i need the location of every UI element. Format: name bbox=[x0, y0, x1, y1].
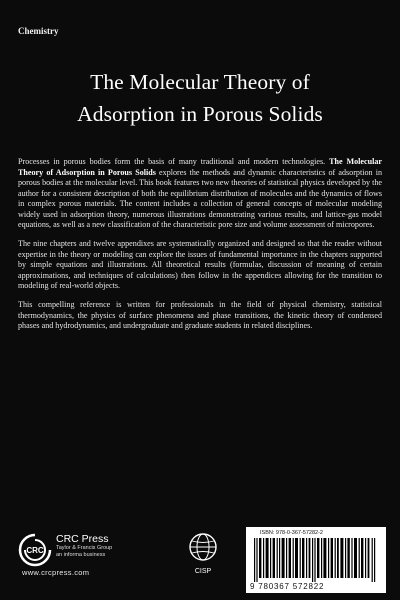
p1-text-start: Processes in porous bodies form the basis of many traditional and modern technologies. bbox=[18, 157, 330, 166]
isbn-text: ISBN: 978-0-367-57282-2 bbox=[260, 530, 323, 536]
description-paragraph-2: The nine chapters and twelve appendixes are systematically organized and designed so that the reader without expertise in the theory or modeling can explore the issues of fundamental importance in the chapters supported by simple equations and illustrations. All theoretical results (formulas, discussion of meaning of certain approximations, and techniques of calculations) then follow in the appendices allowing for the transition to modeling of real-world objects. bbox=[18, 239, 382, 290]
book-title-line-2: Adsorption in Porous Solids bbox=[77, 102, 323, 126]
publisher-block bbox=[18, 533, 112, 567]
p1-text-end: explores the methods and dynamic characteristics of adsorption in porous bodies at the molecular level. This book features two new theories of statistical physics developed by the author for a consistent description of both the equilibrium distribution of molecules and the dynamics of flows in complex porous materials. The content includes a collection of general concepts of molecular modeling widely used in adsorption theory, numerous illustrations demonstrating various results, and lattice-gas model equations, as well as a new classification of the characteristic pore size and volume assessment of micropores. bbox=[18, 167, 382, 229]
crc-logo-icon bbox=[18, 533, 52, 567]
description-paragraph-1 bbox=[18, 157, 382, 231]
barcode-digits: 9 780367 572822 bbox=[250, 582, 325, 591]
description bbox=[18, 157, 382, 340]
publisher-group: Taylor & Francis Group bbox=[56, 545, 113, 551]
description-paragraph-3: This compelling reference is written for professionals in the field of physical chemistry, statistical thermodynamics, the physics of surface phenomena and phase transitions, the kinetic theory of condensed phases and hydrodynamics, and undergraduate and graduate students in related disciplines. bbox=[18, 300, 382, 330]
publisher-text bbox=[56, 533, 112, 559]
publisher-url: www.crcpress.com bbox=[22, 568, 90, 577]
publisher-tagline: an informa business bbox=[56, 552, 106, 558]
p1-title-bold: The Molecular Theory of Adsorption in Porous Solids bbox=[18, 157, 383, 177]
cisp-logo bbox=[186, 532, 220, 575]
barcode-box bbox=[246, 527, 386, 593]
barcode-icon bbox=[252, 538, 380, 582]
publisher-name: CRC Press bbox=[56, 533, 109, 545]
book-title bbox=[0, 66, 400, 130]
book-title-line-1: The Molecular Theory of bbox=[90, 70, 310, 94]
crc-logo-text: CRC bbox=[26, 546, 44, 555]
cisp-label: CISP bbox=[194, 568, 212, 575]
globe-icon bbox=[188, 532, 218, 562]
category-label: Chemistry bbox=[18, 26, 59, 36]
